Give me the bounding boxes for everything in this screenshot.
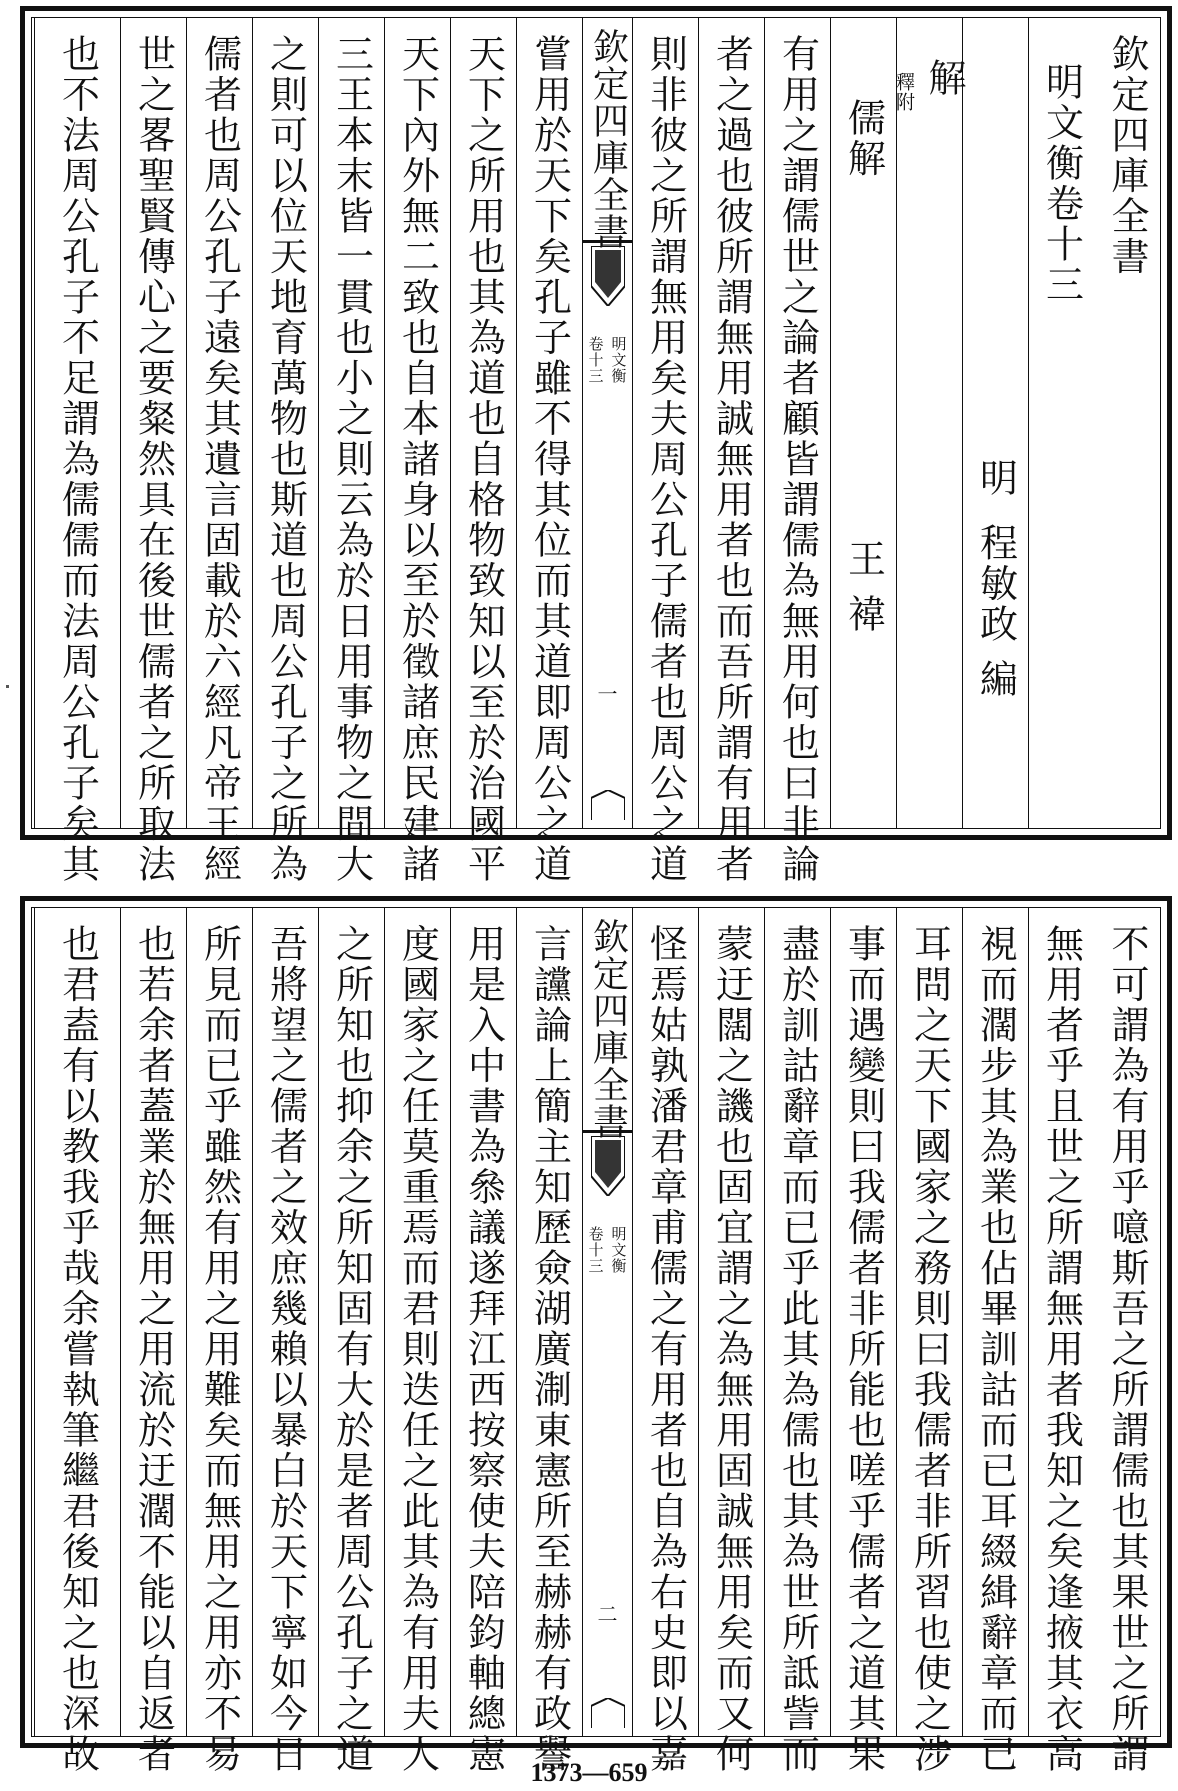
fish-tail-bottom-ornament-icon bbox=[591, 790, 625, 820]
text-column bbox=[698, 18, 764, 885]
text-column-line: 蒙迂闊之譏也固宜謂之為無用固誠無用矣而又何 bbox=[709, 924, 754, 1775]
text-column-line: 耳問之天下國家之務則曰我儒者非所習也使之涉 bbox=[907, 924, 952, 1775]
section-note: 釋附 bbox=[893, 72, 915, 112]
text-column-line: 之所知也抑余之所知固有大於是者周公孔子之道 bbox=[329, 924, 374, 1775]
text-column bbox=[318, 908, 384, 1775]
text-column bbox=[516, 908, 582, 1775]
text-column bbox=[120, 18, 186, 885]
text-column-line: 事而遇變則曰我儒者非所能也嗟乎儒者之道其果 bbox=[841, 924, 886, 1775]
text-column bbox=[450, 18, 516, 885]
text-column bbox=[384, 908, 450, 1775]
text-column bbox=[896, 908, 962, 1775]
text-column-line: 不可謂為有用乎噫斯吾之所謂儒也其果世之所謂 bbox=[1105, 924, 1149, 1775]
banxin-title: 欽定四庫全書 bbox=[587, 918, 629, 1140]
banxin-book: 明文衡 bbox=[609, 1226, 628, 1274]
text-column-line: 之則可以位天地育萬物也斯道也周公孔子之所為 bbox=[263, 34, 308, 885]
text-column-line: 吾將望之儒者之效庶幾賴以暴白於天下寧如今日 bbox=[263, 924, 308, 1775]
text-column-line: 度國家之任莫重焉而君則迭任之此其為有用夫人 bbox=[395, 924, 440, 1775]
text-column-line: 天下內外無二致也自本諸身以至於徵諸庶民建諸 bbox=[395, 34, 440, 885]
fish-tail-ornament-icon bbox=[591, 246, 625, 306]
text-column bbox=[764, 18, 830, 885]
banxin-label bbox=[583, 336, 632, 384]
text-column-line: 也不法周公孔子不足謂為儒儒而法周公孔子矣其 bbox=[55, 34, 100, 885]
footer-page-number: 1373—659 bbox=[530, 1758, 648, 1787]
catalog-title-column bbox=[1094, 18, 1160, 828]
top-page-inner-border bbox=[31, 17, 1161, 885]
text-column-line: 視而濶步其為業也佔畢訓詁而已耳綴緝辭章而已 bbox=[973, 924, 1018, 1775]
fish-tail-bottom-ornament-icon bbox=[591, 1698, 625, 1728]
text-column bbox=[252, 908, 318, 1775]
essay-author: 王 褘 bbox=[841, 539, 886, 635]
text-column bbox=[384, 18, 450, 885]
editor-column bbox=[962, 18, 1028, 828]
text-column bbox=[186, 908, 252, 1775]
text-column bbox=[764, 908, 830, 1775]
text-column bbox=[34, 18, 120, 885]
text-column-line: 用是入中書為叅議遂拜江西按察使夫陪鈞軸總憲 bbox=[461, 924, 506, 1775]
center-fold-banxin bbox=[582, 908, 632, 1736]
text-column bbox=[516, 18, 582, 885]
text-column bbox=[962, 908, 1028, 1775]
text-column-line: 言讜論上簡主知歷僉湖廣淛東憲所至赫赫有政譽 bbox=[527, 924, 572, 1775]
center-fold-banxin bbox=[582, 18, 632, 828]
text-column bbox=[186, 18, 252, 885]
essay-title-column bbox=[830, 18, 896, 828]
section-heading: 解 bbox=[922, 58, 966, 99]
text-column bbox=[318, 18, 384, 885]
banxin-title: 欽定四庫全書 bbox=[587, 28, 629, 250]
text-column-line: 無用者乎且世之所謂無用者我知之矣逢掖其衣高 bbox=[1039, 924, 1084, 1775]
text-column bbox=[1094, 908, 1160, 1775]
scan-speck bbox=[6, 685, 9, 688]
banxin-title-block bbox=[583, 18, 632, 250]
text-column-line: 天下之所用也其為道也自格物致知以至於治國平 bbox=[461, 34, 506, 885]
text-column bbox=[120, 908, 186, 1775]
banxin-volume: 卷十三 bbox=[586, 336, 605, 384]
text-column-line: 有用之謂儒世之論者顧皆謂儒為無用何也曰非論 bbox=[775, 34, 820, 885]
banxin-volume: 卷十三 bbox=[586, 1226, 605, 1274]
text-column-line: 盡於訓詁辭章而已乎此其為儒也其為世所詆訾而 bbox=[775, 924, 820, 1775]
text-column-line: 也君盍有以教我乎哉余嘗執筆繼君後知之也深故 bbox=[55, 924, 100, 1775]
text-column bbox=[698, 908, 764, 1775]
text-column-line: 所見而已乎雖然有用之用難矣而無用之用亦不易 bbox=[197, 924, 242, 1775]
text-column-line: 怪焉姑孰潘君章甫儒之有用者也自為右史即以嘉 bbox=[643, 924, 688, 1775]
text-column bbox=[632, 18, 698, 885]
essay-title: 儒解 bbox=[841, 98, 886, 179]
book-title: 明文衡卷十三 bbox=[1039, 62, 1084, 305]
text-column-line: 也若余者蓋業於無用之用流於迂濶不能以自返者 bbox=[131, 924, 176, 1775]
editor-name: 程敏政 編 bbox=[973, 522, 1018, 700]
editor-dynasty: 明 bbox=[973, 458, 1018, 499]
text-column-line: 嘗用於天下矣孔子雖不得其位而其道即周公之道 bbox=[527, 34, 572, 885]
text-column bbox=[34, 908, 120, 1775]
text-column-line: 三王本末皆一貫也小之則云為於日用事物之間大 bbox=[329, 34, 374, 885]
text-column bbox=[632, 908, 698, 1775]
banxin-page-number: 二 bbox=[597, 1602, 618, 1626]
text-column-line: 世之畧聖賢傳心之要粲然具在後世儒者之所取法 bbox=[131, 34, 176, 885]
section-heading-column bbox=[893, 18, 966, 828]
catalog-title: 欽定四庫全書 bbox=[1105, 34, 1149, 277]
text-column-line: 儒者也周公孔子遠矣其遺言固載於六經凡帝王經 bbox=[197, 34, 242, 885]
text-column bbox=[830, 908, 896, 1775]
banxin-page-number: 一 bbox=[597, 682, 618, 706]
top-page-frame bbox=[20, 6, 1172, 885]
banxin-label bbox=[583, 1226, 632, 1274]
text-column bbox=[252, 18, 318, 885]
text-column bbox=[450, 908, 516, 1775]
text-column-line: 者之過也彼所謂無用誠無用者也而吾所謂有用者 bbox=[709, 34, 754, 885]
banxin-title-block bbox=[583, 908, 632, 1140]
text-column-line: 則非彼之所謂無用矣夫周公孔子儒者也周公之道 bbox=[643, 34, 688, 885]
banxin-book: 明文衡 bbox=[609, 336, 628, 384]
text-column bbox=[1028, 908, 1094, 1775]
book-title-column bbox=[1028, 18, 1094, 828]
fish-tail-ornament-icon bbox=[591, 1136, 625, 1196]
